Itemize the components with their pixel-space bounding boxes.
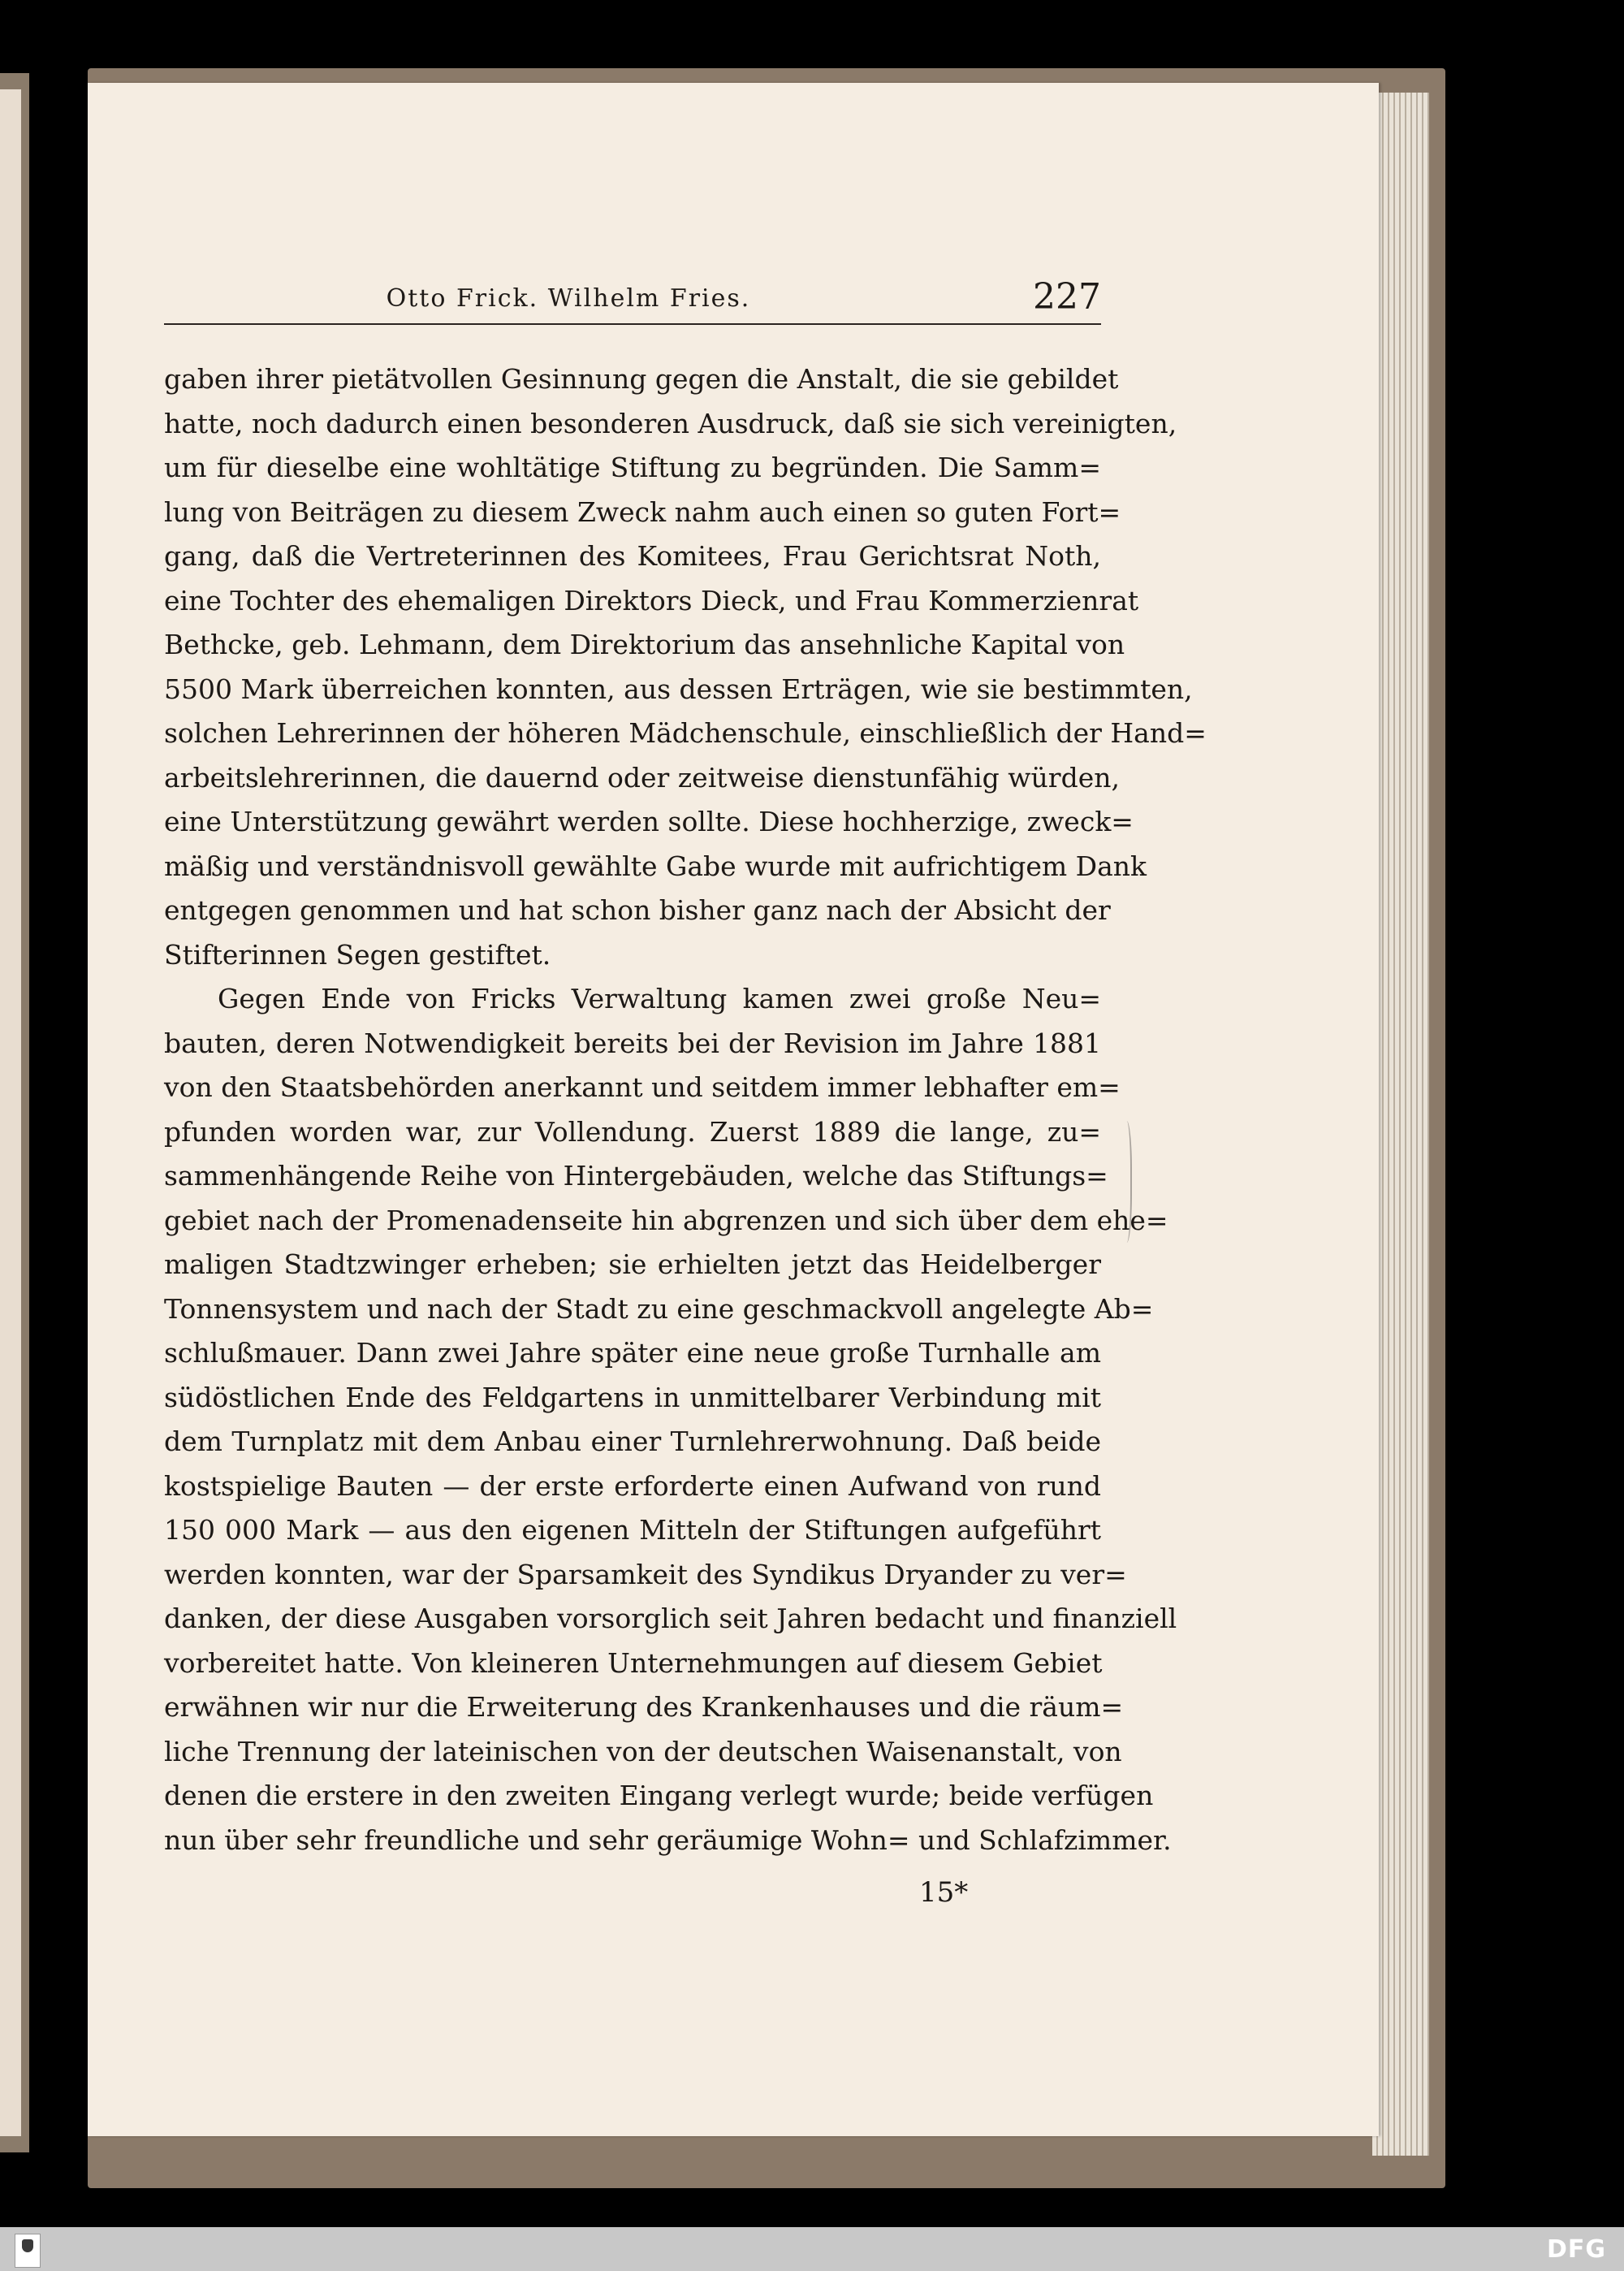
text-line: gebiet nach der Promenadenseite hin abgrenzen und sich über dem ehe=	[164, 1204, 1168, 1236]
text-line: maligen Stadtzwinger erheben; sie erhielten jetzt das Heidelberger	[164, 1248, 1101, 1280]
viewer-footer-bar	[0, 2227, 1624, 2271]
text-line: vorbereitet hatte. Von kleineren Unternehmungen auf diesem Gebiet	[164, 1646, 1103, 1679]
text-line: gang, daß die Vertreterinnen des Komitees, Frau Gerichtsrat Noth,	[164, 540, 1101, 572]
text-line: dem Turnplatz mit dem Anbau einer Turnlehrerwohnung. Daß beide	[164, 1425, 1101, 1457]
text-line: danken, der diese Ausgaben vorsorglich seit Jahren bedacht und finanziell	[164, 1603, 1177, 1634]
text-line: denen die erstere in den zweiten Eingang verlegt wurde; beide verfügen	[164, 1780, 1154, 1811]
text-line: arbeitslehrerinnen, die dauernd oder zeitweise dienstunfähig würden,	[164, 761, 1120, 794]
dfg-logo: DFG	[1546, 2235, 1606, 2264]
text-line: Bethcke, geb. Lehmann, dem Direktorium das ansehnliche Kapital von	[164, 629, 1125, 660]
text-line: hatte, noch dadurch einen besonderen Ausdruck, daß sie sich vereinigten,	[164, 407, 1177, 439]
header-rule	[164, 323, 1101, 325]
previous-page	[0, 89, 21, 2136]
text-line: schlußmauer. Dann zwei Jahre später eine neue große Turnhalle am	[164, 1337, 1101, 1369]
text-line: um für dieselbe eine wohltätige Stiftung zu begründen. Die Samm=	[164, 452, 1101, 483]
text-line: werden konnten, war der Sparsamkeit des Syndikus Dryander zu ver=	[164, 1558, 1127, 1590]
text-line: Tonnensystem und nach der Stadt zu eine geschmackvoll angelegte Ab=	[164, 1292, 1154, 1325]
text-line: gaben ihrer pietätvollen Gesinnung gegen die Anstalt, die sie gebildet	[164, 363, 1119, 395]
text-line: pfunden worden war, zur Vollendung. Zuerst 1889 die lange, zu=	[164, 1115, 1101, 1148]
text-line: sammenhängende Reihe von Hintergebäuden, welche das Stiftungs=	[164, 1160, 1108, 1192]
text-line: Stifterinnen Segen gestiftet.	[164, 938, 551, 971]
text-line: von den Staatsbehörden anerkannt und seitdem immer lebhafter em=	[164, 1071, 1121, 1103]
running-header	[162, 276, 1101, 322]
page-edges	[1372, 93, 1429, 2156]
text-line: Gegen Ende von Fricks Verwaltung kamen zwei große Neu=	[218, 983, 1101, 1014]
text-line: mäßig und verständnisvoll gewählte Gabe wurde mit aufrichtigem Dank	[164, 850, 1147, 882]
text-line: südöstlichen Ende des Feldgartens in unmittelbarer Verbindung mit	[164, 1381, 1101, 1413]
text-line: 150 000 Mark — aus den eigenen Mitteln der Stiftungen aufgeführt	[164, 1514, 1101, 1546]
library-logo-icon	[15, 2234, 41, 2268]
text-line: solchen Lehrerinnen der höheren Mädchenschule, einschließlich der Hand=	[164, 717, 1207, 749]
text-line: liche Trennung der lateinischen von der deutschen Waisenanstalt, von	[164, 1735, 1122, 1767]
running-title: Otto Frick. Wilhelm Fries.	[386, 284, 751, 313]
text-line: kostspielige Bauten — der erste erforderte einen Aufwand von rund	[164, 1469, 1101, 1502]
text-line: nun über sehr freundliche und sehr geräumige Wohn= und Schlafzimmer.	[164, 1823, 1172, 1856]
text-line: entgegen genommen und hat schon bisher ganz nach der Absicht der	[164, 894, 1111, 926]
text-line: 5500 Mark überreichen konnten, aus dessen Erträgen, wie sie bestimmten,	[164, 673, 1193, 705]
text-line: eine Tochter des ehemaligen Direktors Dieck, und Frau Kommerzienrat	[164, 584, 1139, 616]
pencil-margin-mark	[1119, 1121, 1132, 1243]
text-line: lung von Beiträgen zu diesem Zweck nahm auch einen so guten Fort=	[164, 495, 1121, 528]
text-line: bauten, deren Notwendigkeit bereits bei der Revision im Jahre 1881	[164, 1027, 1101, 1059]
page-number: 227	[1033, 276, 1101, 318]
body-text	[164, 357, 1207, 1862]
text-line: eine Unterstützung gewährt werden sollte. Diese hochherzige, zweck=	[164, 806, 1134, 837]
signature-mark: 15*	[919, 1876, 969, 1909]
text-line: erwähnen wir nur die Erweiterung des Krankenhauses und die räum=	[164, 1691, 1124, 1723]
